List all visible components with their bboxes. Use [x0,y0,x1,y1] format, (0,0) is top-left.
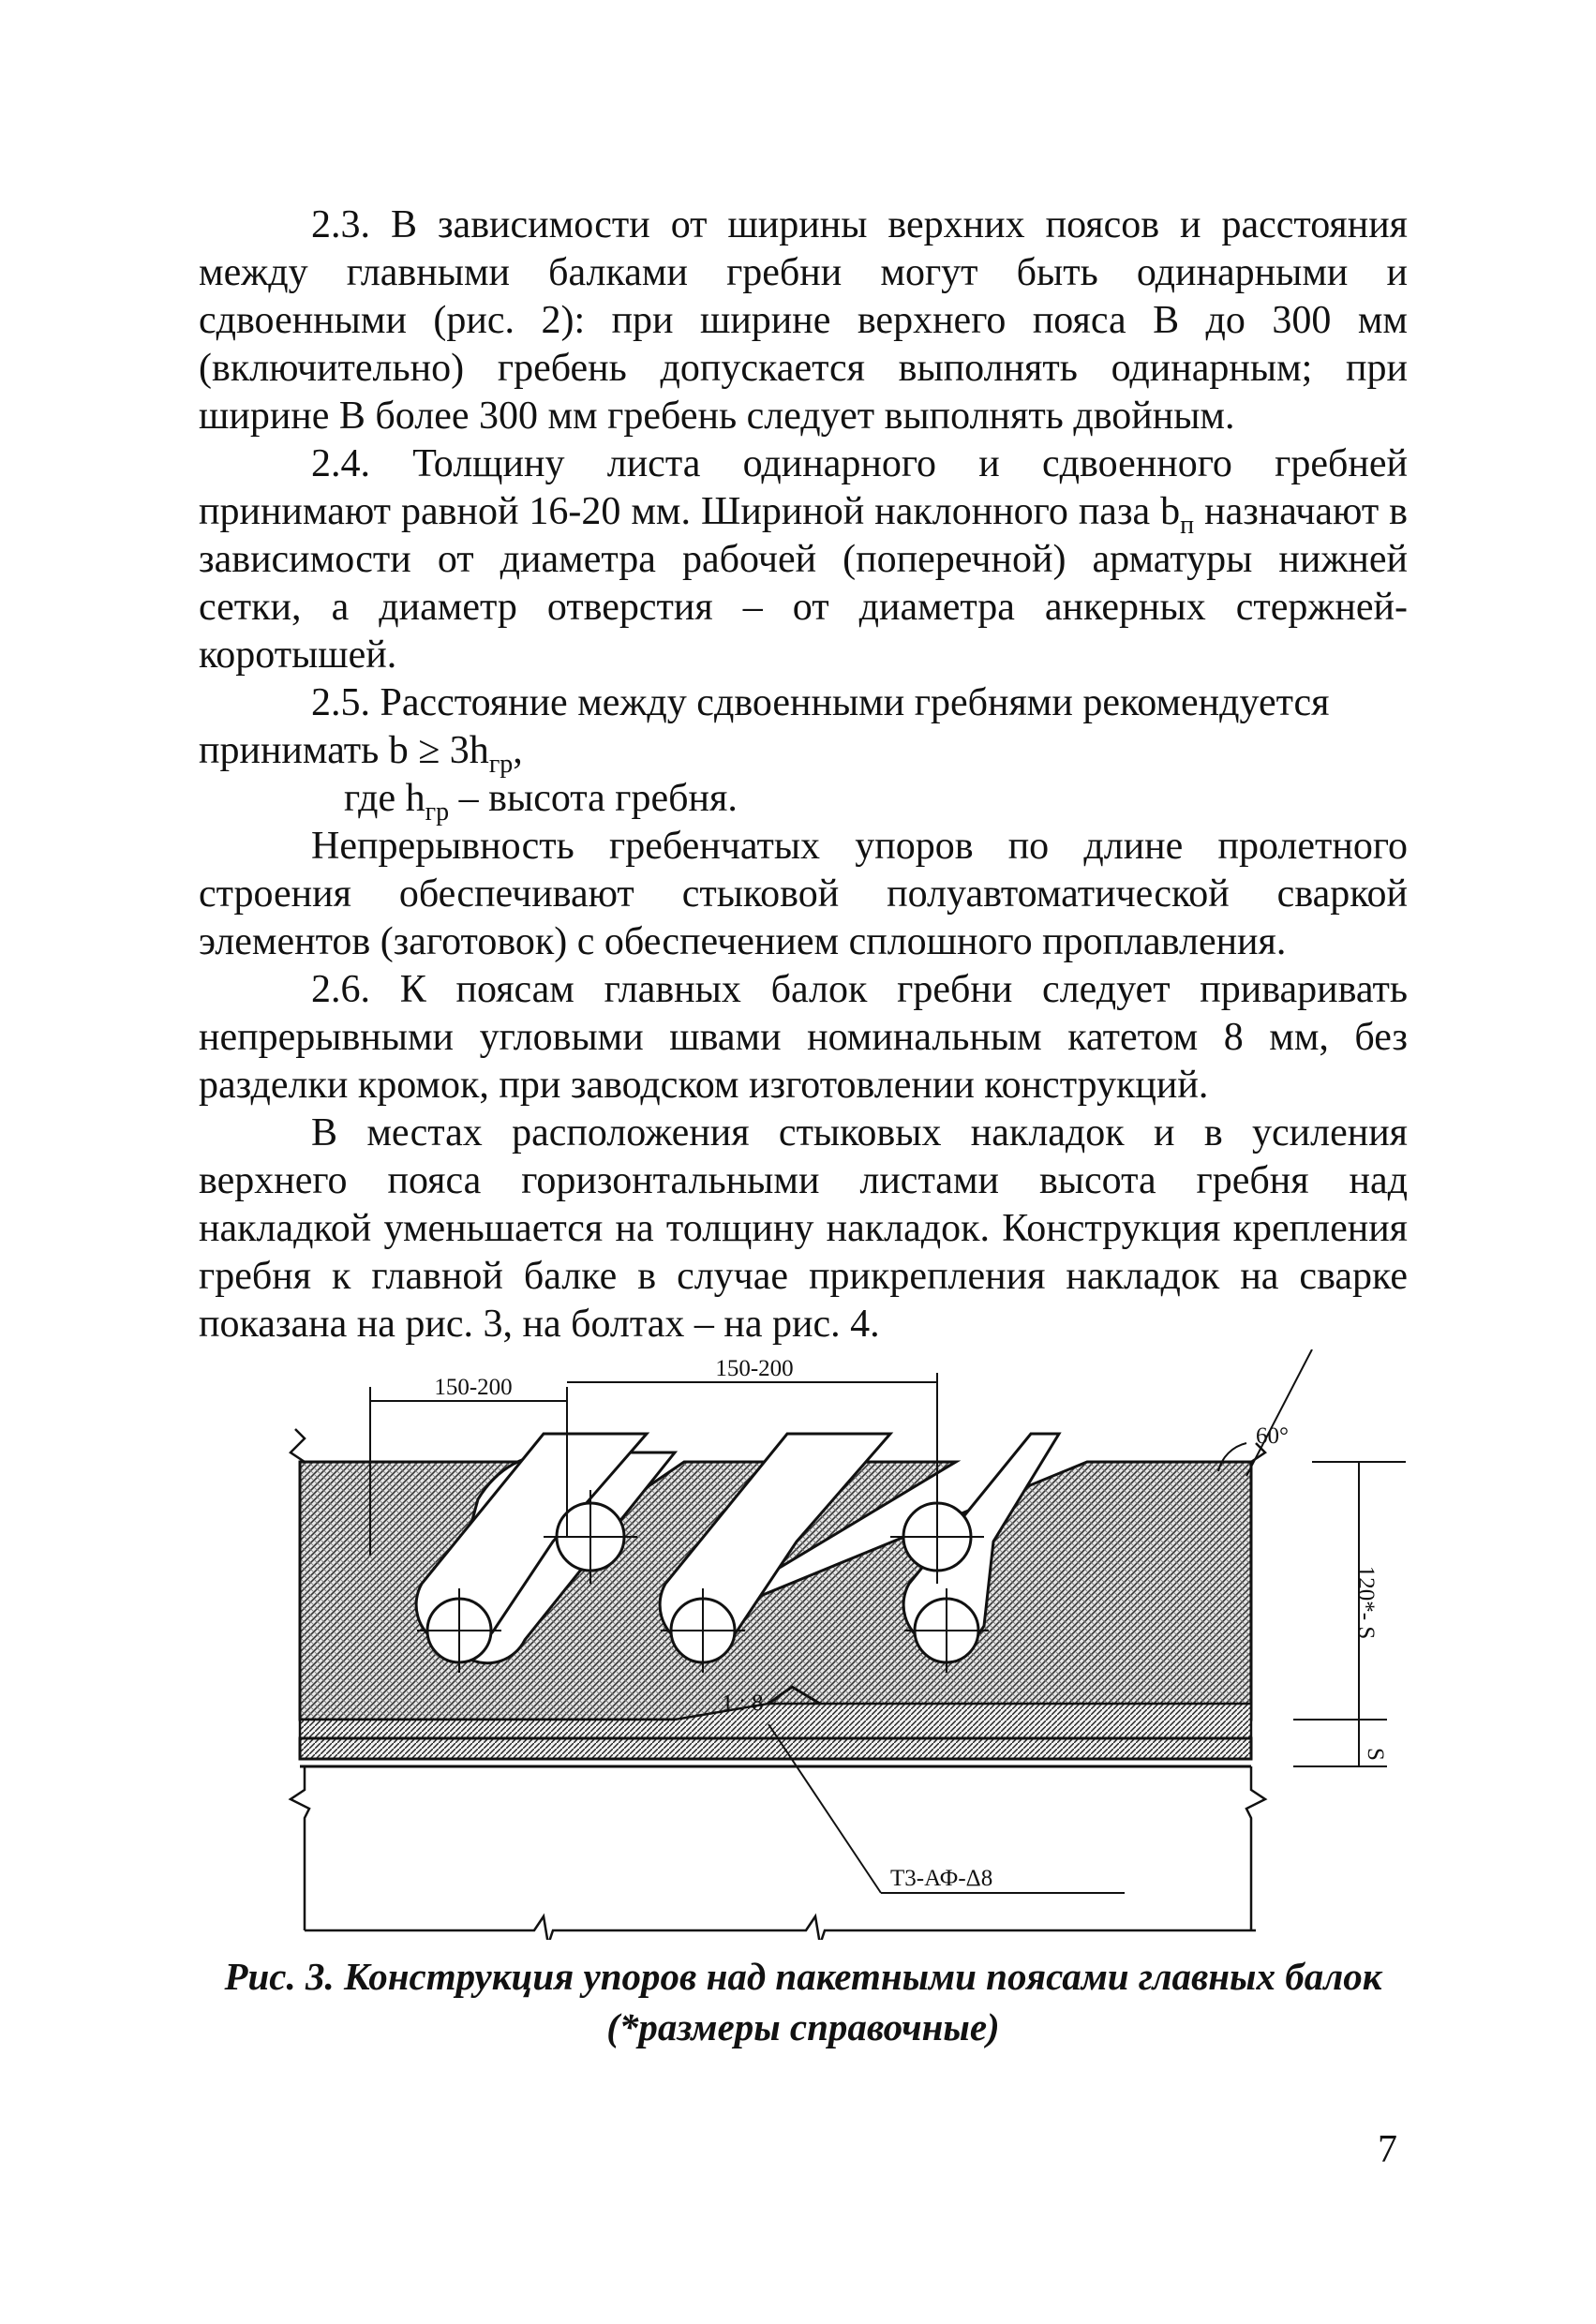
weld-label: Т3-АФ-Δ8 [890,1866,993,1891]
angle-label: 60° [1256,1423,1289,1449]
paragraph-2-4 [199,440,1408,679]
flange [300,1738,1251,1759]
paragraph-overlays: В местах расположения стыковых накладок и в усиления верхнего пояса горизонтальными листами высота гребня над накладкой уменьшается на толщину накладок. Конструкция крепления гребня к главной балке в случае прикрепления накладок на сварке показана на рис. 3, на болтах – на рис. 4. [199,1111,1408,1346]
paragraph-2-3: 2.3. В зависимости от ширины верхних поясов и расстояния между главными балками гребни могут быть одинарными и сдвоенными (рис. 2): при ширине верхнего пояса B до 300 мм (включительно) гребень допускается выполнять одинарным; при ширине B более 300 мм гребень следует выполнять двойным. [199,203,1408,438]
dim-150-200-right: 150-200 [715,1356,794,1381]
caption-line-2: (*размеры справочные) [606,2005,1000,2048]
formula-comma: , [513,729,523,772]
s-dim-label: S [1363,1748,1388,1761]
paragraph-2-4-part2: назначают в зависимости от диаметра рабочей (поперечной) арматуры нижней сетки, а диаметр отверстия – от диаметра анкерных стержней-коротышей. [199,490,1409,677]
formula-where-line [199,775,1408,827]
where-text: где h [344,777,425,820]
subscript-p: п [1180,511,1195,540]
formula-line [199,727,1408,779]
caption-line-1: Рис. 3. Конструкция упоров над пакетными поясами главных балок [224,1955,1382,1998]
page-number: 7 [1378,2128,1397,2171]
slope-label: 1 : 8 [722,1691,764,1716]
paragraph-continuity: Непрерывность гребенчатых упоров по длине пролетного строения обеспечивают стыковой полуавтоматической сваркой элементов (заготовок) с обеспечением сплошного проплавления. [199,825,1408,963]
figure-caption [199,1951,1408,2052]
where-subscript: гр [425,797,450,827]
paragraph-2-4-part1: 2.4. Толщину листа одинарного и сдвоенного гребней принимают равной 16-20 мм. Шириной наклонного паза b [199,442,1408,533]
formula-text: принимать b ≥ 3h [199,729,489,772]
height-dim-label: 120*- S [1353,1565,1379,1640]
dim-150-200-left: 150-200 [434,1375,513,1400]
paragraph-2-5: 2.5. Расстояние между сдвоенными гребнями рекомендуется [311,681,1330,724]
formula-subscript: гр [488,750,514,779]
where-definition: – высота гребня. [449,777,738,820]
paragraph-2-6: 2.6. К поясам главных балок гребни следует приваривать непрерывными угловыми швами номинальным катетом 8 мм, без разделки кромок, при заводском изготовлении конструкций. [199,968,1408,1107]
figure-3-drawing [281,1349,1406,1940]
body-text [199,201,1408,1348]
